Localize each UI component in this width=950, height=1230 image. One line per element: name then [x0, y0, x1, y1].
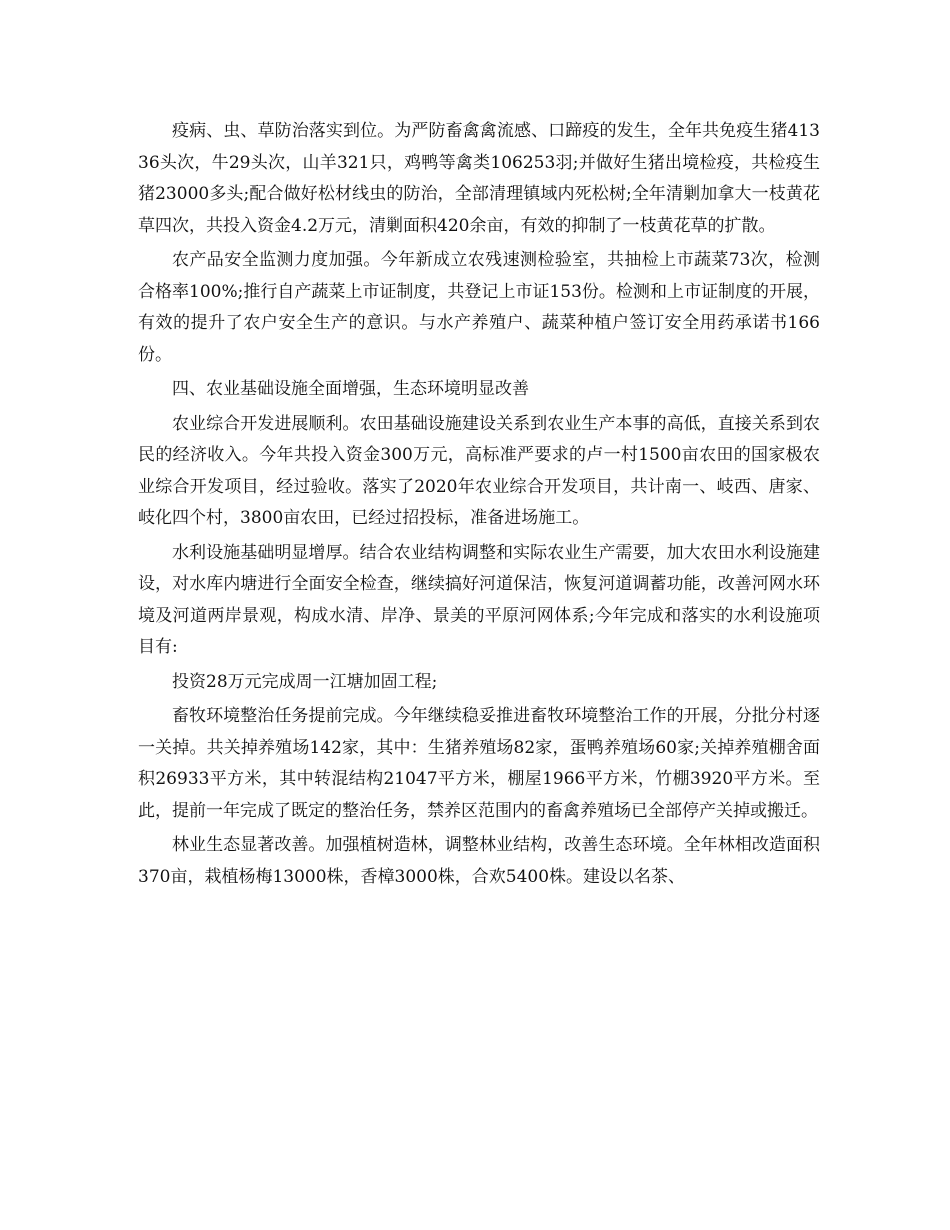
paragraph-forestry: 林业生态显著改善。加强植树造林，调整林业结构，改善生态环境。全年林相改造面积370亩，栽植杨梅13000株，香樟3000株，合欢5400株。建设以名茶、 — [138, 835, 820, 887]
document-body — [138, 116, 820, 896]
paragraph-agri-development: 农业综合开发进展顺利。农田基础设施建设关系到农业生产本事的高低，直接关系到农民的经济收入。今年共投入资金300万元，高标准严要求的卢一村1500亩农田的国家极农业综合开发项目，经过验收。落实了2020年农业综合开发项目，共计南一、岐西、唐家、岐化四个村，3800亩农田，已经过招投标，准备进场施工。 — [138, 413, 820, 528]
paragraph-livestock-env: 畜牧环境整治任务提前完成。今年继续稳妥推进畜牧环境整治工作的开展，分批分村逐一关掉。共关掉养殖场142家，其中：生猪养殖场82家，蛋鸭养殖场60家;关掉养殖棚舍面积26933平方米，其中转混结构21047平方米，棚屋1966平方米，竹棚3920平方米。至此，提前一年完成了既定的整治任务，禁养区范围内的畜禽养殖场已全部停产关掉或搬迁。 — [138, 706, 820, 821]
paragraph-investment-item: 投资28万元完成周一江塘加固工程; — [172, 671, 438, 692]
paragraph-disease-control: 疫病、虫、草防治落实到位。为严防畜禽禽流感、口蹄疫的发生，全年共免疫生猪41336头次，牛29头次，山羊321只，鸡鸭等禽类106253羽;并做好生猪出境检疫，共检疫生猪23000多头;配合做好松材线虫的防治，全部清理镇域内死松树;全年清剿加拿大一枝黄花草四次，共投入资金4.2万元，清剿面积420余亩，有效的抑制了一枝黄花草的扩散。 — [138, 121, 820, 236]
paragraph-water-facilities: 水利设施基础明显增厚。结合农业结构调整和实际农业生产需要，加大农田水利设施建设，对水库内塘进行全面安全检查，继续搞好河道保洁，恢复河道调蓄功能，改善河网水环境及河道两岸景观，构成水清、岸净、景美的平原河网体系;今年完成和落实的水利设施项目有: — [138, 542, 820, 657]
section-heading-infrastructure: 四、农业基础设施全面增强，生态环境明显改善 — [172, 379, 529, 399]
paragraph-food-safety: 农产品安全监测力度加强。今年新成立农残速测检验室，共抽检上市蔬菜73次，检测合格率100%;推行自产蔬菜上市证制度，共登记上市证153份。检测和上市证制度的开展，有效的提升了农户安全生产的意识。与水产养殖户、蔬菜种植户签订安全用药承诺书166份。 — [138, 250, 820, 365]
